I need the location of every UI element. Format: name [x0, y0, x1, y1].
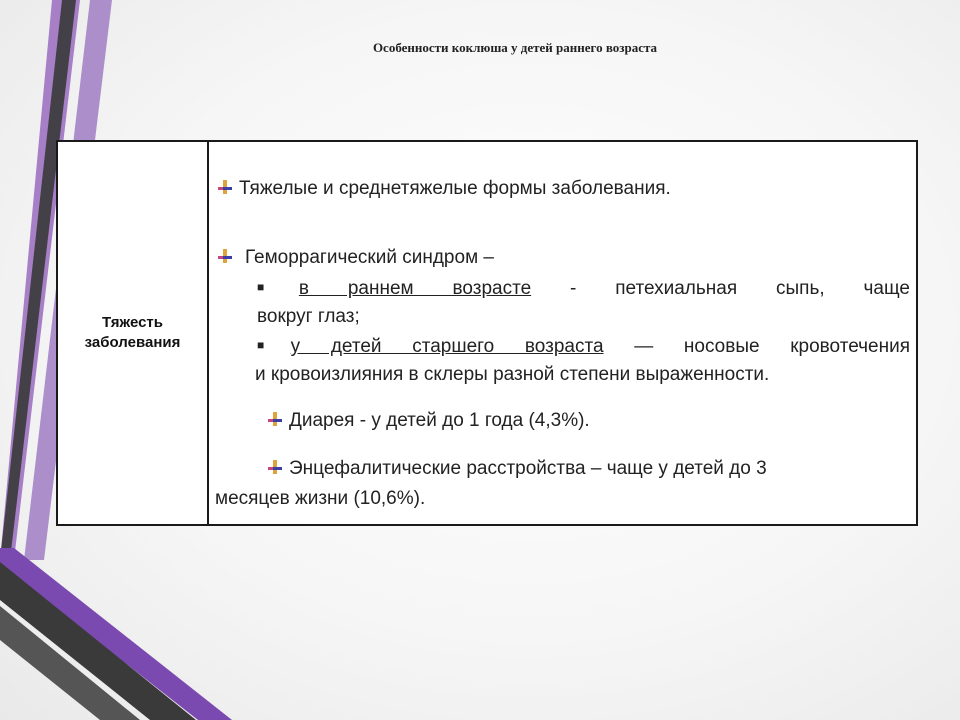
bullet-cross-icon	[217, 248, 233, 264]
sub-item-1-line1	[257, 272, 910, 304]
left-label-line2: заболевания	[84, 334, 181, 351]
bullet-cross-icon	[267, 459, 283, 475]
item-4-text-line1: Энцефалитические расстройства – чаще у детей до 3	[289, 458, 767, 479]
left-label-line1: Тяжесть	[101, 314, 164, 331]
sub-item-2-underlined: у детей старшего возраста	[290, 336, 604, 357]
square-bullet-icon: ■	[257, 338, 290, 352]
sub-item-2-rest: — носовые кровотечения	[603, 336, 910, 357]
item-2-text: Геморрагический синдром –	[245, 247, 494, 268]
sub-item-1-rest: - петехиальная сыпь, чаще	[531, 278, 910, 299]
bullet-item-2	[217, 243, 494, 273]
item-1-text: Тяжелые и среднетяжелые формы заболевания.	[239, 178, 671, 199]
item-3-text: Диарея - у детей до 1 года (4,3%).	[289, 410, 590, 431]
sub-item-1-line2: вокруг глаз;	[257, 306, 360, 327]
bullet-cross-icon	[217, 179, 233, 195]
sub-item-1-underlined: в раннем возрасте	[298, 278, 532, 299]
sub-item-2-line2: и кровоизлияния в склеры разной степени выраженности.	[255, 364, 770, 385]
item-4-text-line2: месяцев жизни (10,6%).	[215, 488, 426, 509]
bullet-item-3	[267, 406, 590, 436]
bullet-cross-icon	[267, 411, 283, 427]
right-content-cell	[209, 142, 916, 524]
square-bullet-icon: ■	[257, 280, 298, 294]
bullet-item-4	[267, 454, 767, 484]
bullet-item-1	[217, 174, 671, 204]
left-header-cell	[58, 142, 209, 524]
stripe-purple-bottom	[0, 548, 232, 720]
content-table	[56, 140, 918, 526]
slide-title: Особенности коклюша у детей раннего возраста	[372, 40, 658, 55]
sub-item-2-line1	[257, 330, 910, 362]
